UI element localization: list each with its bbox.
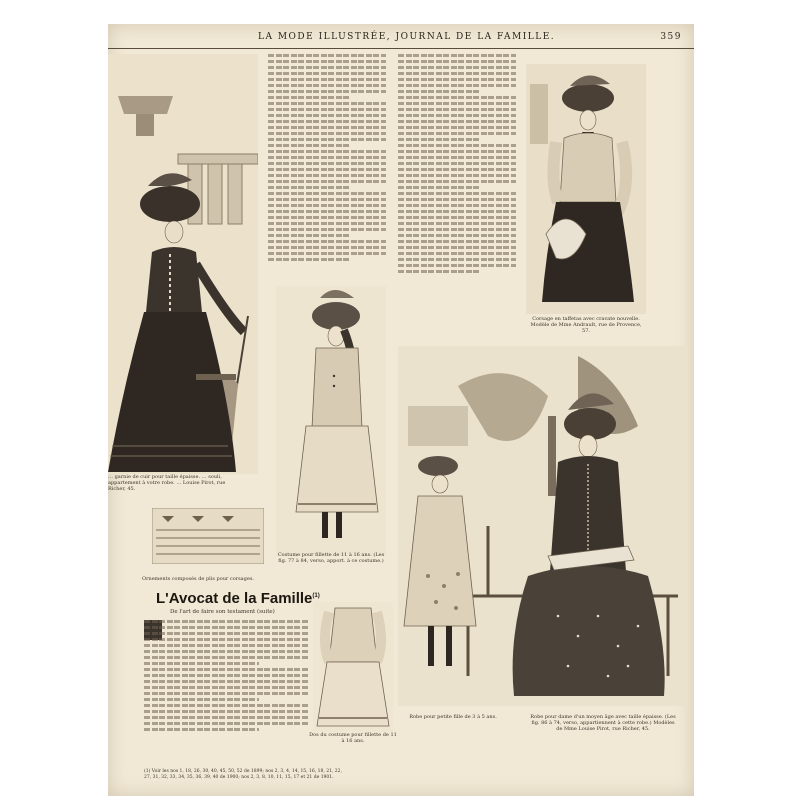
page-number: 359 bbox=[660, 32, 682, 42]
header-rule bbox=[108, 48, 694, 49]
article-subtitle: De l'art de faire son testament (suite) bbox=[170, 609, 275, 615]
illustration-ornaments bbox=[152, 508, 264, 564]
illustration-garden-bench bbox=[398, 346, 688, 706]
text-column-right bbox=[398, 54, 516, 276]
caption-lady-seated: … garnie de cuir pour taille épaisse. … souli, appartement à votre robe. … Louise Pirot, rue Richer, 45. bbox=[108, 474, 226, 492]
article-title bbox=[156, 590, 320, 607]
caption-girl-walking: Costume pour fillette de 11 à 16 ans. (Les fig. 77 à 84, verso, apport. à ce costume.) bbox=[277, 552, 385, 564]
article-footnote: (1) Voir les nos 1, 18, 26, 30, 40, 45, 50, 52 de 1899; nos 2, 3, 4, 14, 15, 16, 18, 21, 22, 27, 31, 32, 33, 34, 35, 36, 39, 40 de 1900; nos 2, 3, 8, 10, 11, 15, 17 et 21 de 1901. bbox=[144, 769, 342, 780]
illustration-costume-back bbox=[313, 602, 393, 732]
illustration-lady-seated bbox=[108, 54, 258, 474]
caption-ornaments: Ornements composés de plis pour corsages. bbox=[142, 576, 254, 582]
article-title-text: L'Avocat de la Famille bbox=[156, 590, 313, 607]
illustration-girl-walking bbox=[276, 286, 386, 556]
article-body bbox=[144, 620, 308, 734]
caption-lady-standing: Corsage en taffetas avec cravate nouvelle. Modèle de Mme Andrault, rue de Provence, 57. bbox=[530, 316, 642, 334]
text-column-middle bbox=[268, 54, 386, 264]
caption-girl-bench: Robe pour petite fille de 3 à 5 ans. bbox=[409, 714, 497, 720]
drop-cap bbox=[144, 620, 162, 640]
journal-title: LA MODE ILLUSTRÉE, JOURNAL DE LA FAMILLE. bbox=[258, 32, 556, 42]
caption-costume-back: Dos du costume pour fillette de 11 à 16 ans. bbox=[309, 732, 397, 744]
left-page-margin bbox=[0, 24, 108, 796]
magazine-page bbox=[108, 24, 694, 796]
caption-lady-bench: Robe pour dame d'un moyen âge avec taille épaisse. (Les fig. 86 à 74, verso, appartiennent à cette robe.) Modèles de Mme Louise Pirot, rue Richer, 45. bbox=[530, 714, 676, 732]
page-header bbox=[108, 32, 694, 46]
article-title-note: (1) bbox=[312, 593, 320, 599]
illustration-lady-standing bbox=[526, 64, 646, 314]
